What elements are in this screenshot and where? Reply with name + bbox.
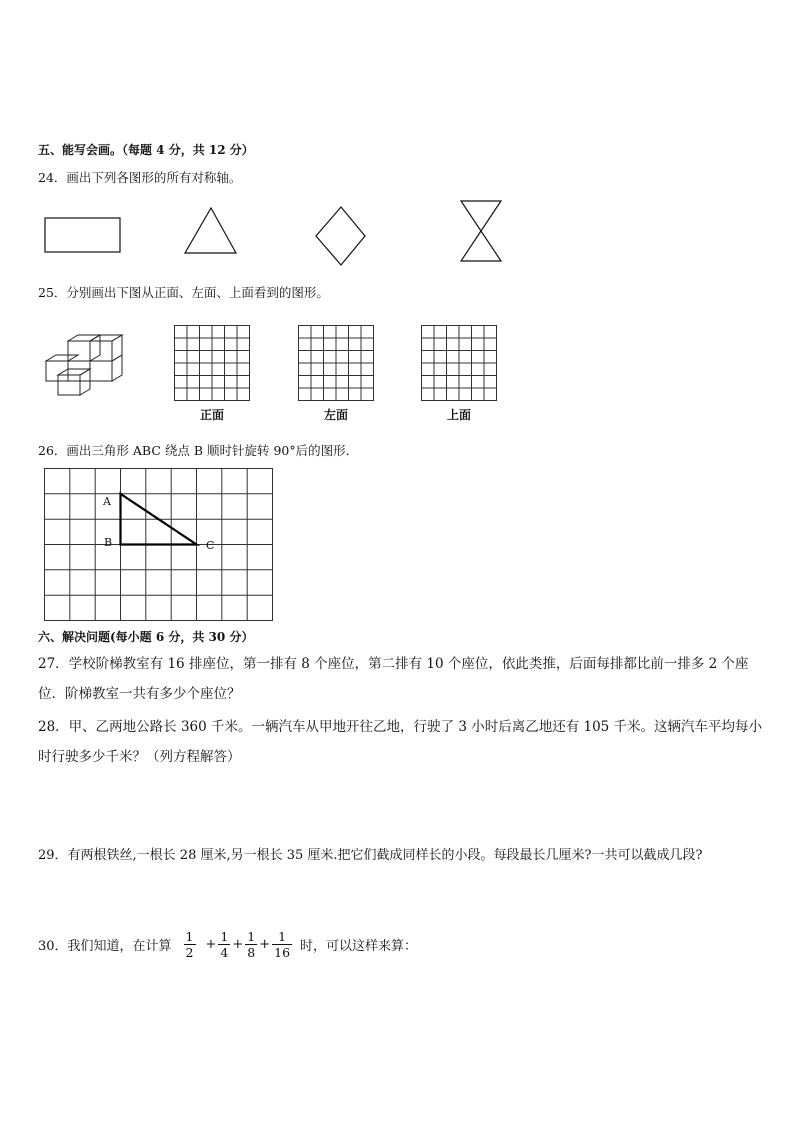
fraction-half: $\frac{1}{2}$ — [185, 929, 194, 960]
triangle-shape — [184, 207, 238, 255]
fraction-quarter: $\frac{1}{4}$ — [220, 929, 229, 960]
point-c-label: C — [206, 539, 215, 552]
question-30 — [38, 929, 417, 960]
plus-sign: + — [232, 937, 244, 952]
point-b-label: B — [104, 536, 113, 549]
question-29: 29．有两根铁丝,一根长 28 厘米,另一根长 35 厘米.把它们截成同样长的小段。每段最长几厘米?一共可以截成几段? — [38, 848, 703, 863]
question-25: 25．分别画出下图从正面、左面、上面看到的图形。 — [38, 285, 329, 300]
point-a-label: A — [103, 495, 111, 508]
rhombus-shape — [315, 206, 367, 266]
fraction-eighth: $\frac{1}{8}$ — [247, 929, 256, 960]
top-view-label: 上面 — [446, 408, 471, 422]
hourglass-shape — [459, 199, 503, 263]
question-27: 27．学校阶梯教室有 16 排座位，第一排有 8 个座位，第二排有 10 个座位，依此类推，后面每排都比前一排多 2 个座位．阶梯教室一共有多少个座位？ — [38, 656, 749, 702]
left-view-label: 左面 — [323, 408, 348, 422]
left-view-grid — [298, 325, 375, 402]
plus-sign: + — [259, 937, 271, 952]
section-5-heading: 五、能写会画。（每题 4 分，共 12 分） — [38, 143, 254, 157]
question-26: 26．画出三角形 ABC 绕点 B 顺时针旋转 90°后的图形． — [38, 443, 359, 458]
plus-sign: + — [205, 937, 217, 952]
question-30-suffix: 时，可以这样来算： — [300, 939, 418, 954]
question-28: 28．甲、乙两地公路长 360 千米。一辆汽车从甲地开往乙地，行驶了 3 小时后离乙地还有 105 千米。这辆汽车平均每小时行驶多少千米？（列方程解答） — [38, 719, 763, 765]
rotation-grid — [44, 468, 274, 623]
question-30-prefix: 30．我们知道，在计算 — [38, 939, 172, 954]
fraction-sixteenth: $\frac{1}{16}$ — [274, 929, 291, 960]
front-view-label: 正面 — [199, 408, 224, 422]
section-6-heading: 六、解决问题(每小题 6 分，共 30 分） — [38, 630, 254, 644]
rectangle-shape — [44, 217, 122, 253]
top-view-grid — [421, 325, 498, 402]
cube-stack-figure — [44, 333, 128, 397]
front-view-grid — [174, 325, 251, 402]
question-24: 24．画出下列各图形的所有对称轴。 — [38, 170, 242, 185]
